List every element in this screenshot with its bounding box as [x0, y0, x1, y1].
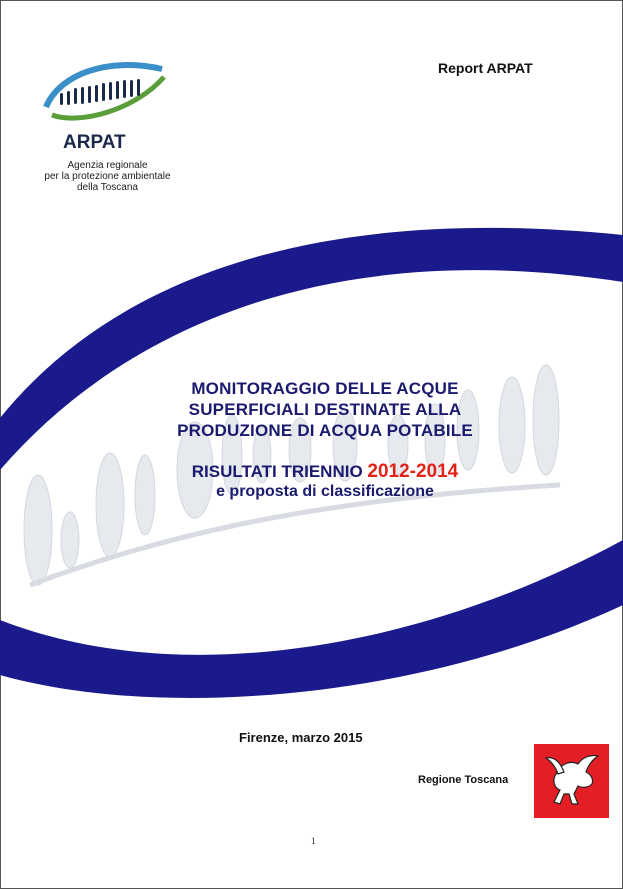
cover-subtitle-second: e proposta di classificazione: [216, 483, 434, 500]
cover-title-line: MONITORAGGIO DELLE ACQUE: [191, 379, 459, 398]
region-label: Regione Toscana: [418, 774, 509, 786]
subtitle-prefix: RISULTATI TRIENNIO: [191, 462, 368, 481]
cover-title-block: [120, 378, 530, 502]
cover-title-line: PRODUZIONE DI ACQUA POTABILE: [177, 421, 473, 440]
cover-title-line: SUPERFICIALI DESTINATE ALLA: [188, 400, 462, 419]
arpat-logo-emblem-icon: [40, 55, 170, 130]
report-label: Report ARPAT: [438, 60, 533, 76]
region-toscana-emblem: [534, 744, 609, 818]
place-date: Firenze, marzo 2015: [239, 730, 363, 745]
cover-subtitle: [120, 461, 530, 482]
logo-description-line: della Toscana: [77, 182, 138, 193]
pegasus-icon: [534, 744, 609, 818]
subtitle-years: 2012-2014: [367, 461, 459, 482]
logo-description: [30, 160, 185, 193]
page-number: 1: [311, 836, 316, 846]
logo-description-line: per la protezione ambientale: [44, 171, 171, 182]
arpat-logo: [30, 55, 190, 200]
logo-description-line: Agenzia regionale: [67, 160, 148, 171]
logo-name: ARPAT: [63, 132, 126, 153]
